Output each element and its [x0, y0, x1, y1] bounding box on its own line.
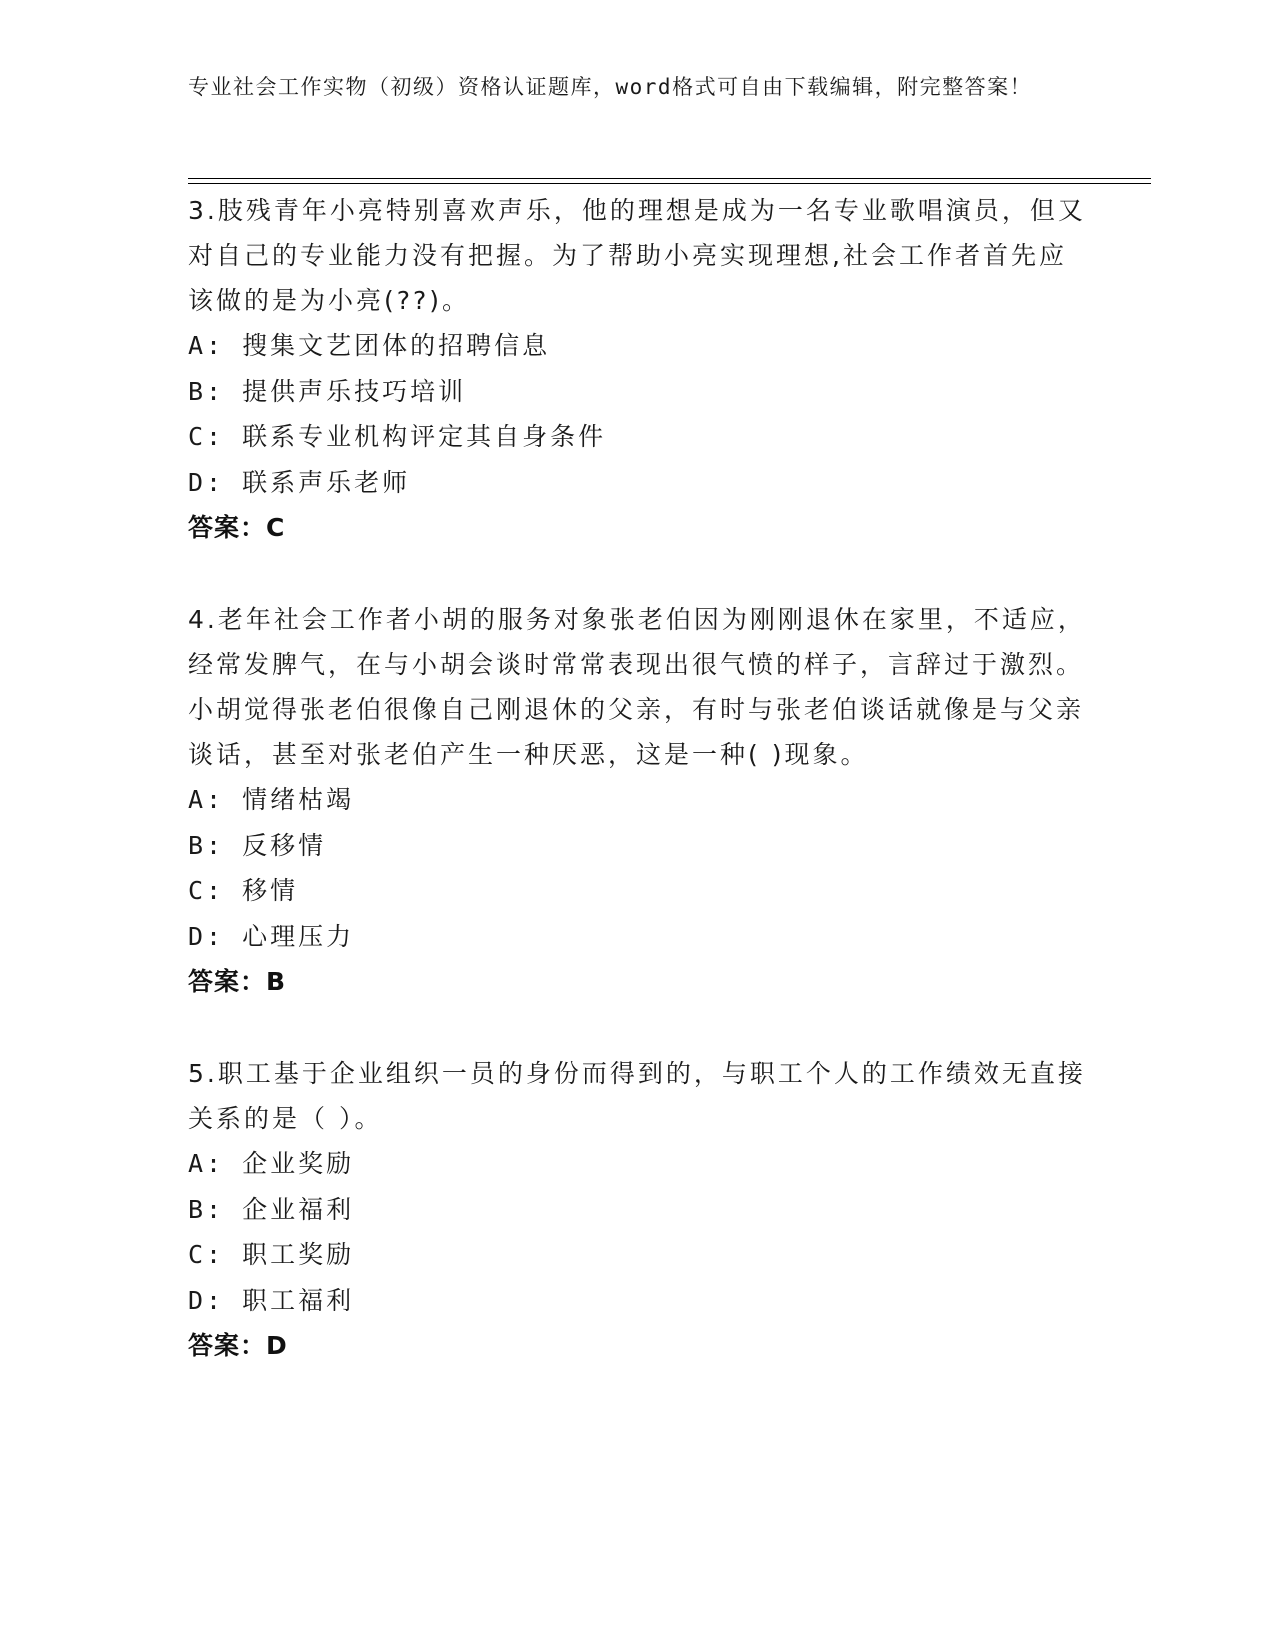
- question-list: [188, 188, 1088, 1369]
- option-label: C:: [188, 1240, 225, 1269]
- option-label: D:: [188, 1285, 225, 1315]
- question-5: [188, 1051, 1088, 1369]
- option-text: 情绪枯竭: [242, 785, 355, 814]
- option-text: 企业福利: [242, 1194, 355, 1224]
- option-c: [188, 1232, 1088, 1278]
- option-b: [188, 1187, 1088, 1233]
- option-label: A:: [188, 1149, 225, 1178]
- option-text: 联系声乐老师: [242, 467, 411, 497]
- page-header: 专业社会工作实物（初级）资格认证题库，word格式可自由下载编辑，附完整答案！: [188, 75, 1033, 99]
- header-divider-bottom: [188, 183, 1151, 184]
- question-stem: 3.肢残青年小亮特别喜欢声乐，他的理想是成为一名专业歌唱演员，但又对自己的专业能力没有把握。为了帮助小亮实现理想,社会工作者首先应该做的是为小亮(??)。: [188, 196, 1086, 315]
- option-a: [188, 1141, 1088, 1187]
- option-label: A:: [188, 785, 225, 814]
- option-b: [188, 369, 1088, 415]
- option-text: 联系专业机构评定其自身条件: [242, 422, 607, 451]
- option-label: B:: [188, 376, 225, 406]
- answer-line: 答案：C: [188, 513, 286, 542]
- option-text: 企业奖励: [242, 1149, 355, 1178]
- answer-line: 答案：B: [188, 967, 287, 996]
- option-a: [188, 777, 1088, 823]
- option-text: 职工奖励: [242, 1240, 355, 1269]
- question-4: [188, 597, 1088, 1005]
- option-label: C:: [188, 876, 225, 905]
- option-c: [188, 414, 1088, 460]
- header-divider-top: [188, 178, 1151, 179]
- option-text: 职工福利: [242, 1285, 355, 1315]
- question-stem: 5.职工基于企业组织一员的身份而得到的，与职工个人的工作绩效无直接关系的是（ ）。: [188, 1059, 1086, 1133]
- option-text: 移情: [242, 876, 299, 905]
- option-label: D:: [188, 921, 225, 951]
- option-d: [188, 1278, 1088, 1324]
- option-label: A:: [188, 331, 225, 360]
- spacer: [188, 1005, 1088, 1051]
- option-label: C:: [188, 422, 225, 451]
- option-text: 反移情: [242, 830, 327, 860]
- spacer: [188, 551, 1088, 597]
- option-d: [188, 914, 1088, 960]
- option-b: [188, 823, 1088, 869]
- question-3: [188, 188, 1088, 551]
- option-a: [188, 323, 1088, 369]
- question-stem: 4.老年社会工作者小胡的服务对象张老伯因为刚刚退休在家里，不适应，经常发脾气，在与小胡会谈时常常表现出很气愤的样子，言辞过于激烈。小胡觉得张老伯很像自己刚退休的父亲，有时与张老伯谈话就像是与父亲谈话，甚至对张老伯产生一种厌恶，这是一种( )现象。: [188, 605, 1086, 769]
- option-d: [188, 460, 1088, 506]
- answer-line: 答案：D: [188, 1331, 288, 1360]
- option-text: 提供声乐技巧培训: [242, 376, 467, 406]
- option-text: 搜集文艺团体的招聘信息: [242, 331, 551, 360]
- option-label: B:: [188, 830, 225, 860]
- option-text: 心理压力: [242, 921, 355, 951]
- option-label: B:: [188, 1194, 225, 1224]
- option-c: [188, 868, 1088, 914]
- option-label: D:: [188, 467, 225, 497]
